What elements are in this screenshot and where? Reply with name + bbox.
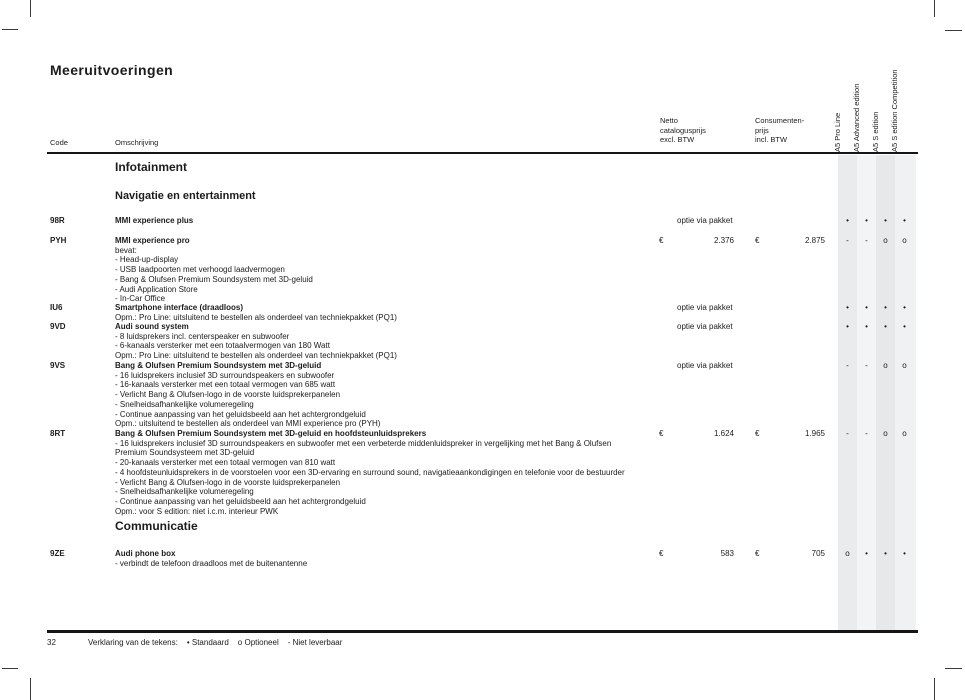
availability-advanced: • <box>865 549 868 558</box>
crop-mark-bottom-right-v <box>934 678 935 700</box>
table-row-98r <box>47 216 918 226</box>
option-detail: Opm.: voor S edition: niet i.c.m. interieur PWK <box>115 506 279 516</box>
symbol-legend <box>88 638 342 647</box>
consumer-price-line1: Consumenten- <box>755 116 805 125</box>
availability-s-edition: • <box>884 216 887 225</box>
availability-advanced: • <box>865 303 868 312</box>
net-price-line2: catalogusprijs <box>660 125 706 135</box>
net-price-currency: € <box>659 549 664 558</box>
availability-s-edition: • <box>884 549 887 558</box>
option-detail: Opm.: Pro Line: uitsluitend te bestellen als onderdeel van techniekpakket (PQ1) <box>115 351 397 361</box>
availability-s-competition: o <box>902 361 907 370</box>
availability-advanced: - <box>865 361 868 370</box>
option-detail: Opm.: uitsluitend te bestellen als onderdeel van MMI experience pro (PYH) <box>115 419 381 429</box>
crop-mark-top-right-h <box>945 30 962 31</box>
section-infotainment: Infotainment <box>115 160 187 174</box>
consumer-price-line3: incl. BTW <box>755 135 788 144</box>
option-code: 98R <box>50 216 65 225</box>
crop-mark-bottom-right-h <box>945 668 962 669</box>
availability-s-competition: • <box>903 216 906 225</box>
price-note: optie via pakket <box>677 303 733 312</box>
option-detail: - Head-up-display <box>115 255 179 265</box>
consumer-price-currency: € <box>755 236 760 245</box>
option-detail: - Continue aanpassing van het geluidsbeeld aan het achtergrondgeluid <box>115 409 366 419</box>
availability-advanced: • <box>865 216 868 225</box>
net-price-value: 1.624 <box>713 429 734 438</box>
table-row-iu6 <box>47 303 918 322</box>
option-title: MMI experience plus <box>115 216 194 225</box>
option-title: Bang & Olufsen Premium Soundsystem met 3D-geluid <box>115 361 322 370</box>
page-number: 32 <box>47 638 56 647</box>
availability-pro-line: o <box>845 549 850 558</box>
availability-advanced: • <box>865 322 868 331</box>
availability-s-competition: • <box>903 322 906 331</box>
footer-rule <box>47 630 918 633</box>
option-code: 9ZE <box>50 549 65 558</box>
availability-s-competition: • <box>903 549 906 558</box>
option-detail: - Verlicht Bang & Olufsen-logo in de voorste luidsprekerpanelen <box>115 477 341 487</box>
net-price-line1: Netto <box>660 116 678 125</box>
availability-s-edition: • <box>884 303 887 312</box>
column-header-description: Omschrijving <box>115 138 159 147</box>
option-detail: - 16 luidsprekers inclusief 3D surroundspeakers en subwoofer <box>115 370 335 380</box>
option-detail: - USB laadpoorten met verhoogd laadvermogen <box>115 265 285 275</box>
legend-not-available: - Niet leverbaar <box>287 638 343 647</box>
option-code: PYH <box>50 236 67 245</box>
table-row-9vd <box>47 322 918 361</box>
header-rule <box>47 152 918 154</box>
option-detail: - 4 hoofdsteunluidsprekers in de voorstoelen voor een 3D-ervaring en surround sound, navigatieaankondigingen en telefonie voor de bestuurder <box>115 467 625 477</box>
option-description <box>115 429 918 516</box>
option-detail: - Continue aanpassing van het geluidsbeeld aan het achtergrondgeluid <box>115 496 366 506</box>
option-detail: - 20-kanaals versterker met een totaal vermogen van 810 watt <box>115 458 336 468</box>
availability-s-edition: o <box>883 429 888 438</box>
option-description <box>115 322 918 361</box>
crop-mark-bottom-left-v <box>30 678 31 700</box>
column-header-net-price <box>660 116 706 145</box>
option-detail: - 16-kanaals versterker met een totaal vermogen van 685 watt <box>115 380 336 390</box>
crop-mark-top-right-v <box>934 0 935 17</box>
table-row-9ze <box>47 549 918 568</box>
availability-s-edition: o <box>883 236 888 245</box>
option-detail: - Snelheidsafhankelijke volumeregeling <box>115 487 254 497</box>
option-code: IU6 <box>50 303 63 312</box>
availability-pro-line: - <box>846 236 849 245</box>
column-header-a5-pro-line: A5 Pro Line <box>833 112 842 152</box>
option-detail: - 8 luidsprekers incl. centerspeaker en subwoofer <box>115 331 290 341</box>
column-header-consumer-price <box>755 116 804 145</box>
option-title: Bang & Olufsen Premium Soundsystem met 3D-geluid en hoofdsteunluidsprekers <box>115 429 427 438</box>
option-title: MMI experience pro <box>115 236 190 245</box>
option-detail: Premium Soundsysteem met 3D-geluid <box>115 448 255 458</box>
column-header-a5-s-edition-competition: A5 S edition Competition <box>890 69 899 152</box>
option-detail: - Verlicht Bang & Olufsen-logo in de voorste luidsprekerpanelen <box>115 390 341 400</box>
net-price-currency: € <box>659 429 664 438</box>
option-detail: - Snelheidsafhankelijke volumeregeling <box>115 399 254 409</box>
availability-s-edition: o <box>883 361 888 370</box>
price-note: optie via pakket <box>677 216 733 225</box>
availability-s-competition: o <box>902 236 907 245</box>
option-detail: - In-Car Office <box>115 294 166 304</box>
option-title: Audi phone box <box>115 549 176 558</box>
availability-s-edition: • <box>884 322 887 331</box>
availability-pro-line: • <box>846 216 849 225</box>
option-description <box>115 216 918 226</box>
option-detail: - Bang & Olufsen Premium Soundsystem met 3D-geluid <box>115 274 313 284</box>
consumer-price-value: 1.965 <box>804 429 825 438</box>
availability-pro-line: • <box>846 322 849 331</box>
page-title: Meeruitvoeringen <box>50 62 174 78</box>
consumer-price-currency: € <box>755 429 760 438</box>
net-price-value: 583 <box>720 549 734 558</box>
table-row-9vs <box>47 361 918 429</box>
option-detail: - 16 luidsprekers inclusief 3D surroundspeakers en subwoofer met een verbeterde middenluidspreker in vergelijking met het Bang & Olufsen <box>115 438 612 448</box>
availability-pro-line: - <box>846 429 849 438</box>
option-description <box>115 303 918 322</box>
consumer-price-line2: prijs <box>755 125 769 135</box>
option-description <box>115 236 918 304</box>
table-row-pyh <box>47 236 918 304</box>
price-note: optie via pakket <box>677 361 733 370</box>
net-price-currency: € <box>659 236 664 245</box>
net-price-line3: excl. BTW <box>660 135 695 144</box>
availability-advanced: - <box>865 429 868 438</box>
option-detail: bevat: <box>115 245 137 255</box>
column-header-code: Code <box>50 138 68 147</box>
column-header-a5-advanced-edition: A5 Advanced edition <box>852 83 861 152</box>
availability-s-competition: • <box>903 303 906 312</box>
option-code: 9VS <box>50 361 66 370</box>
section-communicatie: Communicatie <box>115 519 198 533</box>
availability-pro-line: • <box>846 303 849 312</box>
availability-s-competition: o <box>902 429 907 438</box>
section-navigatie-en-entertainment: Navigatie en entertainment <box>115 190 256 202</box>
consumer-price-currency: € <box>755 549 760 558</box>
consumer-price-value: 2.875 <box>804 236 825 245</box>
option-detail: Opm.: Pro Line: uitsluitend te bestellen als onderdeel van techniekpakket (PQ1) <box>115 312 397 322</box>
crop-mark-top-left-h <box>2 29 18 30</box>
legend-label: Verklaring van de tekens: <box>88 638 178 647</box>
option-description <box>115 361 918 429</box>
option-title: Audi sound system <box>115 322 189 331</box>
table-row-8rt <box>47 429 918 516</box>
option-detail: - Audi Application Store <box>115 284 198 294</box>
net-price-value: 2.376 <box>713 236 734 245</box>
crop-mark-bottom-left-h <box>2 668 18 669</box>
column-header-a5-s-edition: A5 S edition <box>871 111 880 152</box>
option-title: Smartphone interface (draadloos) <box>115 303 244 312</box>
legend-standard: • Standaard <box>186 638 229 647</box>
availability-advanced: - <box>865 236 868 245</box>
option-detail: - verbindt de telefoon draadloos met de buitenantenne <box>115 558 308 568</box>
option-code: 9VD <box>50 322 66 331</box>
option-detail: - 6-kanaals versterker met een totaalvermogen van 180 Watt <box>115 341 330 351</box>
option-code: 8RT <box>50 429 66 438</box>
crop-mark-top-left-v <box>30 0 31 17</box>
availability-pro-line: - <box>846 361 849 370</box>
consumer-price-value: 705 <box>811 549 825 558</box>
legend-optional: o Optioneel <box>237 638 279 647</box>
price-note: optie via pakket <box>677 322 733 331</box>
